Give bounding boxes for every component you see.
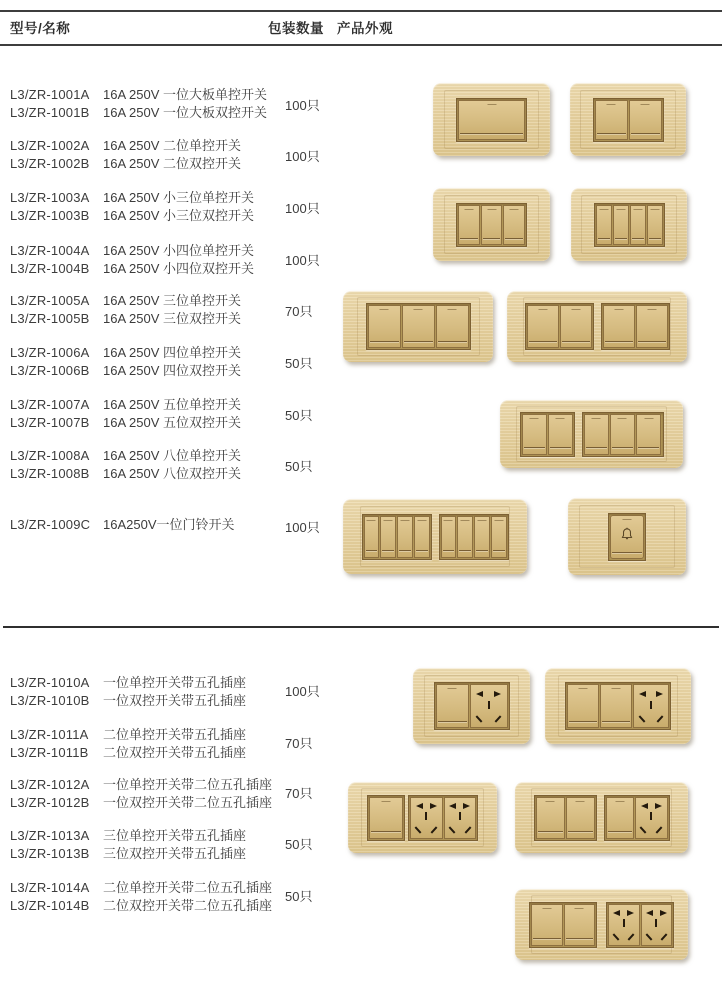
model-code: L3/ZR-1007B — [10, 415, 90, 430]
model-code: L3/ZR-1011B — [10, 745, 89, 760]
switch-rocker — [457, 516, 473, 558]
package-quantity: 100只 — [285, 253, 320, 268]
socket-hole — [650, 701, 652, 709]
switch-rocker — [441, 516, 457, 558]
product-description: 二位单控开关带五孔插座 — [103, 727, 247, 742]
switch-frame — [534, 795, 597, 841]
plate-3switch-5hole-socket — [515, 782, 688, 853]
socket-hole — [639, 691, 646, 697]
product-description: 一位单控开关带五孔插座 — [103, 675, 247, 690]
socket-hole — [655, 803, 662, 809]
socket-hole — [660, 933, 667, 940]
plate-1switch-5hole-socket — [413, 668, 530, 744]
socket-hole — [476, 691, 483, 697]
switch-rocker — [503, 205, 525, 245]
switch-frame — [456, 98, 527, 142]
product-description: 16A 250V 五位双控开关 — [103, 415, 241, 430]
switch-rocker — [606, 797, 635, 839]
socket-hole — [488, 701, 490, 709]
column-header-model-name: 型号/名称 — [10, 21, 71, 36]
socket-hole — [656, 716, 663, 723]
five-hole-socket — [444, 797, 477, 839]
switch-rocker — [380, 516, 396, 558]
product-description: 16A 250V 小三位单控开关 — [103, 190, 254, 205]
switch-rocker — [596, 205, 612, 245]
model-code: L3/ZR-1004A — [10, 243, 90, 258]
switch-rocker — [647, 205, 663, 245]
switch-rocker — [567, 684, 599, 728]
model-code: L3/ZR-1010A — [10, 675, 90, 690]
socket-hole — [613, 933, 620, 940]
socket-hole — [476, 716, 483, 723]
switch-rocker — [491, 516, 507, 558]
model-code: L3/ZR-1003A — [10, 190, 90, 205]
product-description: 16A 250V 二位单控开关 — [103, 138, 241, 153]
switch-rocker — [474, 516, 490, 558]
product-description: 一位双控开关带二位五孔插座 — [103, 795, 273, 810]
model-code: L3/ZR-1014B — [10, 898, 90, 913]
product-description: 16A 250V 八位单控开关 — [103, 448, 241, 463]
switch-frame — [520, 412, 575, 457]
five-hole-socket — [641, 904, 673, 946]
switch-rocker — [369, 797, 403, 839]
product-description: 三位单控开关带五孔插座 — [103, 828, 247, 843]
five-hole-socket — [470, 684, 508, 728]
switch-rocker — [560, 305, 592, 348]
socket-hole — [656, 691, 663, 697]
socket-hole — [416, 803, 423, 809]
plate-5gang-wide-switch — [500, 400, 683, 468]
model-code: L3/ZR-1005A — [10, 293, 90, 308]
product-description: 一位双控开关带五孔插座 — [103, 693, 247, 708]
switch-rocker — [397, 516, 413, 558]
switch-frame — [439, 514, 509, 560]
switch-rocker — [564, 904, 596, 946]
column-header-package-qty: 包装数量 — [268, 21, 324, 36]
product-description: 16A 250V 八位双控开关 — [103, 466, 241, 481]
socket-hole — [459, 812, 461, 820]
switch-frame — [594, 203, 665, 247]
product-description: 16A 250V 四位双控开关 — [103, 363, 241, 378]
package-quantity: 70只 — [285, 304, 313, 319]
product-description: 16A 250V 三位单控开关 — [103, 293, 241, 308]
switch-rocker — [527, 305, 559, 348]
switch-frame — [525, 303, 594, 350]
socket-hole — [628, 933, 635, 940]
product-description: 三位双控开关带五孔插座 — [103, 846, 247, 861]
package-quantity: 100只 — [285, 520, 320, 535]
switch-rocker — [630, 205, 646, 245]
switch-frame — [456, 203, 527, 247]
plate-3gang-small-switch — [433, 188, 550, 261]
plate-8gang-wide-switch — [343, 499, 527, 574]
socket-hole — [425, 812, 427, 820]
socket-hole — [495, 716, 502, 723]
plate-2switch-5hole-socket — [545, 668, 691, 744]
switch-rocker — [414, 516, 430, 558]
socket-hole — [464, 826, 471, 833]
model-code: L3/ZR-1006B — [10, 363, 90, 378]
switch-rocker — [522, 414, 547, 455]
plate-4gang-wide-switch — [507, 291, 687, 362]
package-quantity: 100只 — [285, 201, 320, 216]
switch-frame — [582, 412, 664, 457]
switch-rocker — [613, 205, 629, 245]
switch-rocker — [536, 797, 565, 839]
switch-frame — [608, 513, 646, 561]
socket-hole — [415, 826, 422, 833]
package-quantity: 70只 — [285, 736, 313, 751]
plate-doorbell-switch — [568, 498, 686, 575]
model-code: L3/ZR-1001B — [10, 105, 90, 120]
model-code: L3/ZR-1002B — [10, 156, 90, 171]
switch-rocker — [600, 684, 632, 728]
product-description: 16A 250V 小三位双控开关 — [103, 208, 254, 223]
model-code: L3/ZR-1005B — [10, 311, 90, 326]
model-code: L3/ZR-1001A — [10, 87, 90, 102]
socket-hole — [645, 933, 652, 940]
package-quantity: 100只 — [285, 149, 320, 164]
switch-frame — [606, 902, 674, 948]
switch-frame — [529, 902, 597, 948]
product-description: 二位双控开关带五孔插座 — [103, 745, 247, 760]
switch-frame — [593, 98, 664, 142]
switch-rocker — [368, 305, 401, 348]
socket-hole — [656, 826, 663, 833]
switch-rocker — [458, 100, 525, 140]
product-description: 16A 250V 一位大板单控开关 — [103, 87, 267, 102]
column-header-appearance: 产品外观 — [337, 21, 393, 36]
socket-hole — [449, 803, 456, 809]
switch-rocker — [436, 684, 469, 728]
switch-rocker — [481, 205, 503, 245]
package-quantity: 50只 — [285, 356, 313, 371]
model-code: L3/ZR-1013B — [10, 846, 90, 861]
plate-4gang-small-switch — [571, 188, 687, 261]
product-description: 16A 250V 小四位双控开关 — [103, 261, 254, 276]
package-quantity: 50只 — [285, 837, 313, 852]
model-code: L3/ZR-1009C — [10, 517, 91, 532]
switch-frame — [601, 303, 670, 350]
model-code: L3/ZR-1004B — [10, 261, 90, 276]
model-code: L3/ZR-1007A — [10, 397, 90, 412]
doorbell-button — [610, 515, 644, 559]
model-code: L3/ZR-1014A — [10, 880, 90, 895]
switch-rocker — [566, 797, 595, 839]
switch-rocker — [629, 100, 662, 140]
product-description: 一位单控开关带二位五孔插座 — [103, 777, 273, 792]
switch-frame — [366, 303, 471, 350]
section-divider-rule — [3, 626, 719, 628]
model-code: L3/ZR-1011A — [10, 727, 89, 742]
switch-rocker — [603, 305, 635, 348]
socket-hole — [463, 803, 470, 809]
model-code: L3/ZR-1012A — [10, 777, 90, 792]
socket-hole — [627, 910, 634, 916]
model-code: L3/ZR-1006A — [10, 345, 90, 360]
plate-1gang-large-switch — [433, 83, 550, 156]
socket-hole — [494, 691, 501, 697]
five-hole-socket — [410, 797, 443, 839]
switch-rocker — [584, 414, 609, 455]
switch-rocker — [636, 414, 661, 455]
product-description: 16A250V一位门铃开关 — [103, 517, 235, 532]
socket-hole — [655, 919, 657, 927]
product-description: 16A 250V 四位单控开关 — [103, 345, 241, 360]
bell-icon — [619, 526, 635, 547]
plate-3gang-wide-switch — [343, 291, 493, 362]
product-description: 16A 250V 二位双控开关 — [103, 156, 241, 171]
plate-2switch-double-5hole-socket — [515, 889, 688, 960]
package-quantity: 50只 — [285, 408, 313, 423]
product-description: 16A 250V 一位大板双控开关 — [103, 105, 267, 120]
socket-hole — [613, 910, 620, 916]
socket-hole — [660, 910, 667, 916]
switch-frame — [565, 682, 671, 730]
model-code: L3/ZR-1008A — [10, 448, 90, 463]
switch-rocker — [458, 205, 480, 245]
switch-rocker — [436, 305, 469, 348]
socket-hole — [650, 812, 652, 820]
five-hole-socket — [608, 904, 640, 946]
socket-hole — [431, 826, 438, 833]
socket-hole — [640, 826, 647, 833]
package-quantity: 50只 — [285, 889, 313, 904]
switch-frame — [604, 795, 670, 841]
socket-hole — [623, 919, 625, 927]
product-description: 16A 250V 五位单控开关 — [103, 397, 241, 412]
product-description: 二位单控开关带二位五孔插座 — [103, 880, 273, 895]
product-description: 16A 250V 小四位单控开关 — [103, 243, 254, 258]
socket-hole — [448, 826, 455, 833]
socket-hole — [638, 716, 645, 723]
header-bottom-rule — [0, 44, 722, 46]
model-code: L3/ZR-1010B — [10, 693, 90, 708]
product-description: 16A 250V 三位双控开关 — [103, 311, 241, 326]
package-quantity: 70只 — [285, 786, 313, 801]
five-hole-socket — [635, 797, 667, 839]
model-code: L3/ZR-1003B — [10, 208, 90, 223]
switch-frame — [362, 514, 432, 560]
switch-rocker — [548, 414, 573, 455]
socket-hole — [430, 803, 437, 809]
model-code: L3/ZR-1012B — [10, 795, 90, 810]
switch-rocker — [610, 414, 635, 455]
switch-frame — [367, 795, 405, 841]
package-quantity: 100只 — [285, 98, 320, 113]
switch-rocker — [595, 100, 628, 140]
switch-rocker — [402, 305, 435, 348]
header-top-rule — [0, 10, 722, 12]
package-quantity: 50只 — [285, 459, 313, 474]
plate-1switch-double-5hole-socket — [348, 782, 497, 853]
model-code: L3/ZR-1013A — [10, 828, 90, 843]
package-quantity: 100只 — [285, 684, 320, 699]
socket-hole — [646, 910, 653, 916]
product-description: 二位双控开关带二位五孔插座 — [103, 898, 273, 913]
switch-rocker — [364, 516, 380, 558]
socket-hole — [641, 803, 648, 809]
model-code: L3/ZR-1008B — [10, 466, 90, 481]
switch-rocker — [531, 904, 563, 946]
plate-2gang-switch — [570, 83, 686, 156]
model-code: L3/ZR-1002A — [10, 138, 90, 153]
switch-frame — [408, 795, 478, 841]
switch-rocker — [636, 305, 668, 348]
five-hole-socket — [633, 684, 669, 728]
switch-frame — [434, 682, 510, 730]
